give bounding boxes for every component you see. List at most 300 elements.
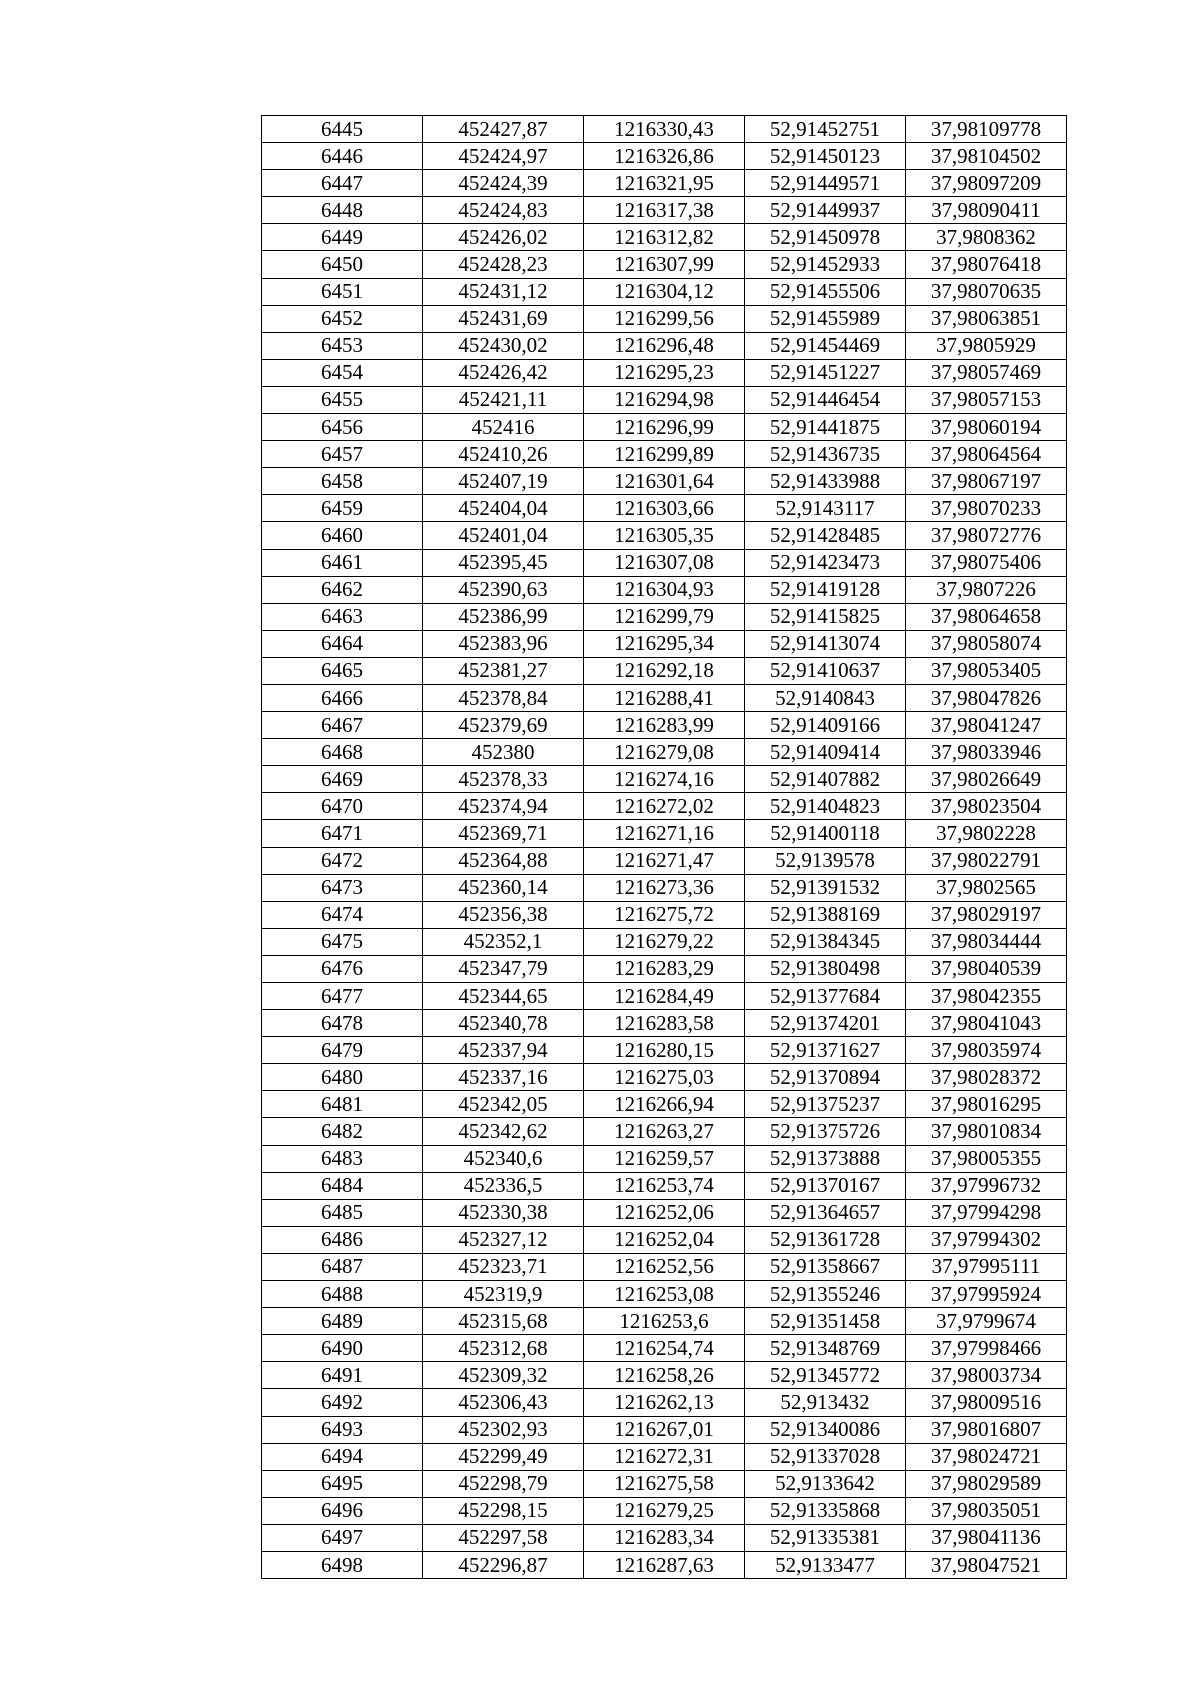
y-coordinate-cell: 1216266,94 bbox=[584, 1091, 745, 1118]
table-row bbox=[262, 386, 1067, 413]
longitude-cell: 37,98057153 bbox=[906, 386, 1067, 413]
y-coordinate-cell: 1216287,63 bbox=[584, 1551, 745, 1578]
point-number-cell: 6471 bbox=[262, 820, 423, 847]
longitude-cell: 37,9799674 bbox=[906, 1308, 1067, 1335]
latitude-cell: 52,91441875 bbox=[745, 414, 906, 441]
point-number-cell: 6452 bbox=[262, 305, 423, 332]
point-number-cell: 6493 bbox=[262, 1416, 423, 1443]
longitude-cell: 37,98024721 bbox=[906, 1443, 1067, 1470]
x-coordinate-cell: 452299,49 bbox=[423, 1443, 584, 1470]
y-coordinate-cell: 1216252,04 bbox=[584, 1226, 745, 1253]
point-number-cell: 6462 bbox=[262, 576, 423, 603]
table-row bbox=[262, 1443, 1067, 1470]
table-row bbox=[262, 1010, 1067, 1037]
point-number-cell: 6470 bbox=[262, 793, 423, 820]
x-coordinate-cell: 452337,16 bbox=[423, 1064, 584, 1091]
point-number-cell: 6460 bbox=[262, 522, 423, 549]
latitude-cell: 52,91428485 bbox=[745, 522, 906, 549]
y-coordinate-cell: 1216273,36 bbox=[584, 874, 745, 901]
table-row bbox=[262, 1524, 1067, 1551]
longitude-cell: 37,98109778 bbox=[906, 116, 1067, 143]
latitude-cell: 52,91419128 bbox=[745, 576, 906, 603]
longitude-cell: 37,98026649 bbox=[906, 766, 1067, 793]
latitude-cell: 52,91355246 bbox=[745, 1281, 906, 1308]
x-coordinate-cell: 452431,69 bbox=[423, 305, 584, 332]
table-row bbox=[262, 874, 1067, 901]
longitude-cell: 37,98072776 bbox=[906, 522, 1067, 549]
longitude-cell: 37,97996732 bbox=[906, 1172, 1067, 1199]
x-coordinate-cell: 452319,9 bbox=[423, 1281, 584, 1308]
y-coordinate-cell: 1216252,06 bbox=[584, 1199, 745, 1226]
table-row bbox=[262, 197, 1067, 224]
y-coordinate-cell: 1216296,48 bbox=[584, 332, 745, 359]
longitude-cell: 37,98060194 bbox=[906, 414, 1067, 441]
longitude-cell: 37,98041043 bbox=[906, 1010, 1067, 1037]
latitude-cell: 52,91391532 bbox=[745, 874, 906, 901]
point-number-cell: 6478 bbox=[262, 1010, 423, 1037]
table-row bbox=[262, 468, 1067, 495]
point-number-cell: 6453 bbox=[262, 332, 423, 359]
latitude-cell: 52,91404823 bbox=[745, 793, 906, 820]
y-coordinate-cell: 1216307,08 bbox=[584, 549, 745, 576]
x-coordinate-cell: 452378,84 bbox=[423, 684, 584, 711]
y-coordinate-cell: 1216307,99 bbox=[584, 251, 745, 278]
latitude-cell: 52,91413074 bbox=[745, 630, 906, 657]
x-coordinate-cell: 452315,68 bbox=[423, 1308, 584, 1335]
x-coordinate-cell: 452323,71 bbox=[423, 1253, 584, 1280]
point-number-cell: 6474 bbox=[262, 901, 423, 928]
table-row bbox=[262, 522, 1067, 549]
longitude-cell: 37,98067197 bbox=[906, 468, 1067, 495]
y-coordinate-cell: 1216295,34 bbox=[584, 630, 745, 657]
y-coordinate-cell: 1216275,03 bbox=[584, 1064, 745, 1091]
x-coordinate-cell: 452327,12 bbox=[423, 1226, 584, 1253]
latitude-cell: 52,91446454 bbox=[745, 386, 906, 413]
point-number-cell: 6498 bbox=[262, 1551, 423, 1578]
latitude-cell: 52,91364657 bbox=[745, 1199, 906, 1226]
x-coordinate-cell: 452430,02 bbox=[423, 332, 584, 359]
table-row bbox=[262, 684, 1067, 711]
x-coordinate-cell: 452296,87 bbox=[423, 1551, 584, 1578]
table-row bbox=[262, 630, 1067, 657]
latitude-cell: 52,9143117 bbox=[745, 495, 906, 522]
table-row bbox=[262, 928, 1067, 955]
y-coordinate-cell: 1216283,99 bbox=[584, 712, 745, 739]
point-number-cell: 6480 bbox=[262, 1064, 423, 1091]
latitude-cell: 52,91388169 bbox=[745, 901, 906, 928]
longitude-cell: 37,98104502 bbox=[906, 143, 1067, 170]
latitude-cell: 52,9140843 bbox=[745, 684, 906, 711]
table-row bbox=[262, 1199, 1067, 1226]
x-coordinate-cell: 452347,79 bbox=[423, 955, 584, 982]
longitude-cell: 37,98033946 bbox=[906, 739, 1067, 766]
y-coordinate-cell: 1216292,18 bbox=[584, 657, 745, 684]
y-coordinate-cell: 1216258,26 bbox=[584, 1362, 745, 1389]
table-row bbox=[262, 1281, 1067, 1308]
x-coordinate-cell: 452336,5 bbox=[423, 1172, 584, 1199]
longitude-cell: 37,98058074 bbox=[906, 630, 1067, 657]
longitude-cell: 37,98076418 bbox=[906, 251, 1067, 278]
x-coordinate-cell: 452297,58 bbox=[423, 1524, 584, 1551]
y-coordinate-cell: 1216299,56 bbox=[584, 305, 745, 332]
y-coordinate-cell: 1216272,31 bbox=[584, 1443, 745, 1470]
y-coordinate-cell: 1216317,38 bbox=[584, 197, 745, 224]
longitude-cell: 37,98034444 bbox=[906, 928, 1067, 955]
point-number-cell: 6466 bbox=[262, 684, 423, 711]
x-coordinate-cell: 452298,79 bbox=[423, 1470, 584, 1497]
latitude-cell: 52,91415825 bbox=[745, 603, 906, 630]
latitude-cell: 52,9133642 bbox=[745, 1470, 906, 1497]
y-coordinate-cell: 1216275,58 bbox=[584, 1470, 745, 1497]
x-coordinate-cell: 452383,96 bbox=[423, 630, 584, 657]
table-row bbox=[262, 1172, 1067, 1199]
x-coordinate-cell: 452374,94 bbox=[423, 793, 584, 820]
point-number-cell: 6481 bbox=[262, 1091, 423, 1118]
longitude-cell: 37,98041247 bbox=[906, 712, 1067, 739]
point-number-cell: 6476 bbox=[262, 955, 423, 982]
table-row bbox=[262, 359, 1067, 386]
table-row bbox=[262, 766, 1067, 793]
coordinates-table bbox=[261, 115, 1067, 1579]
point-number-cell: 6446 bbox=[262, 143, 423, 170]
longitude-cell: 37,98047826 bbox=[906, 684, 1067, 711]
longitude-cell: 37,98057469 bbox=[906, 359, 1067, 386]
latitude-cell: 52,91452933 bbox=[745, 251, 906, 278]
point-number-cell: 6449 bbox=[262, 224, 423, 251]
point-number-cell: 6494 bbox=[262, 1443, 423, 1470]
table-row bbox=[262, 170, 1067, 197]
longitude-cell: 37,98041136 bbox=[906, 1524, 1067, 1551]
latitude-cell: 52,91455989 bbox=[745, 305, 906, 332]
point-number-cell: 6463 bbox=[262, 603, 423, 630]
longitude-cell: 37,98005355 bbox=[906, 1145, 1067, 1172]
longitude-cell: 37,97995111 bbox=[906, 1253, 1067, 1280]
x-coordinate-cell: 452416 bbox=[423, 414, 584, 441]
latitude-cell: 52,91361728 bbox=[745, 1226, 906, 1253]
latitude-cell: 52,91410637 bbox=[745, 657, 906, 684]
point-number-cell: 6465 bbox=[262, 657, 423, 684]
y-coordinate-cell: 1216321,95 bbox=[584, 170, 745, 197]
point-number-cell: 6488 bbox=[262, 1281, 423, 1308]
longitude-cell: 37,97994302 bbox=[906, 1226, 1067, 1253]
table-row bbox=[262, 1389, 1067, 1416]
y-coordinate-cell: 1216283,29 bbox=[584, 955, 745, 982]
table-row bbox=[262, 820, 1067, 847]
point-number-cell: 6483 bbox=[262, 1145, 423, 1172]
latitude-cell: 52,91337028 bbox=[745, 1443, 906, 1470]
table-row bbox=[262, 251, 1067, 278]
x-coordinate-cell: 452401,04 bbox=[423, 522, 584, 549]
y-coordinate-cell: 1216271,16 bbox=[584, 820, 745, 847]
latitude-cell: 52,91345772 bbox=[745, 1362, 906, 1389]
x-coordinate-cell: 452407,19 bbox=[423, 468, 584, 495]
table-row bbox=[262, 278, 1067, 305]
y-coordinate-cell: 1216279,25 bbox=[584, 1497, 745, 1524]
longitude-cell: 37,9802565 bbox=[906, 874, 1067, 901]
table-row bbox=[262, 1497, 1067, 1524]
y-coordinate-cell: 1216280,15 bbox=[584, 1037, 745, 1064]
y-coordinate-cell: 1216303,66 bbox=[584, 495, 745, 522]
latitude-cell: 52,91370894 bbox=[745, 1064, 906, 1091]
point-number-cell: 6496 bbox=[262, 1497, 423, 1524]
latitude-cell: 52,91455506 bbox=[745, 278, 906, 305]
longitude-cell: 37,98009516 bbox=[906, 1389, 1067, 1416]
point-number-cell: 6469 bbox=[262, 766, 423, 793]
y-coordinate-cell: 1216267,01 bbox=[584, 1416, 745, 1443]
y-coordinate-cell: 1216271,47 bbox=[584, 847, 745, 874]
table-row bbox=[262, 603, 1067, 630]
y-coordinate-cell: 1216304,12 bbox=[584, 278, 745, 305]
latitude-cell: 52,91377684 bbox=[745, 983, 906, 1010]
x-coordinate-cell: 452309,32 bbox=[423, 1362, 584, 1389]
latitude-cell: 52,91335381 bbox=[745, 1524, 906, 1551]
longitude-cell: 37,9805929 bbox=[906, 332, 1067, 359]
y-coordinate-cell: 1216301,64 bbox=[584, 468, 745, 495]
point-number-cell: 6487 bbox=[262, 1253, 423, 1280]
latitude-cell: 52,91450123 bbox=[745, 143, 906, 170]
longitude-cell: 37,9807226 bbox=[906, 576, 1067, 603]
point-number-cell: 6485 bbox=[262, 1199, 423, 1226]
y-coordinate-cell: 1216263,27 bbox=[584, 1118, 745, 1145]
y-coordinate-cell: 1216299,89 bbox=[584, 441, 745, 468]
point-number-cell: 6492 bbox=[262, 1389, 423, 1416]
y-coordinate-cell: 1216274,16 bbox=[584, 766, 745, 793]
y-coordinate-cell: 1216296,99 bbox=[584, 414, 745, 441]
table-row bbox=[262, 1335, 1067, 1362]
latitude-cell: 52,91454469 bbox=[745, 332, 906, 359]
y-coordinate-cell: 1216294,98 bbox=[584, 386, 745, 413]
x-coordinate-cell: 452352,1 bbox=[423, 928, 584, 955]
longitude-cell: 37,97995924 bbox=[906, 1281, 1067, 1308]
y-coordinate-cell: 1216283,58 bbox=[584, 1010, 745, 1037]
point-number-cell: 6455 bbox=[262, 386, 423, 413]
point-number-cell: 6459 bbox=[262, 495, 423, 522]
x-coordinate-cell: 452340,78 bbox=[423, 1010, 584, 1037]
table-row bbox=[262, 739, 1067, 766]
table-row bbox=[262, 1470, 1067, 1497]
table-row bbox=[262, 441, 1067, 468]
latitude-cell: 52,91409414 bbox=[745, 739, 906, 766]
longitude-cell: 37,9802228 bbox=[906, 820, 1067, 847]
y-coordinate-cell: 1216259,57 bbox=[584, 1145, 745, 1172]
longitude-cell: 37,98064658 bbox=[906, 603, 1067, 630]
x-coordinate-cell: 452330,38 bbox=[423, 1199, 584, 1226]
longitude-cell: 37,98090411 bbox=[906, 197, 1067, 224]
table-row bbox=[262, 983, 1067, 1010]
table-row bbox=[262, 1416, 1067, 1443]
point-number-cell: 6454 bbox=[262, 359, 423, 386]
x-coordinate-cell: 452337,94 bbox=[423, 1037, 584, 1064]
latitude-cell: 52,91375726 bbox=[745, 1118, 906, 1145]
x-coordinate-cell: 452306,43 bbox=[423, 1389, 584, 1416]
x-coordinate-cell: 452298,15 bbox=[423, 1497, 584, 1524]
latitude-cell: 52,91373888 bbox=[745, 1145, 906, 1172]
latitude-cell: 52,91400118 bbox=[745, 820, 906, 847]
y-coordinate-cell: 1216275,72 bbox=[584, 901, 745, 928]
point-number-cell: 6497 bbox=[262, 1524, 423, 1551]
table-row bbox=[262, 1091, 1067, 1118]
x-coordinate-cell: 452380 bbox=[423, 739, 584, 766]
table-row bbox=[262, 414, 1067, 441]
point-number-cell: 6490 bbox=[262, 1335, 423, 1362]
table-row bbox=[262, 955, 1067, 982]
longitude-cell: 37,98047521 bbox=[906, 1551, 1067, 1578]
y-coordinate-cell: 1216283,34 bbox=[584, 1524, 745, 1551]
latitude-cell: 52,91380498 bbox=[745, 955, 906, 982]
longitude-cell: 37,98040539 bbox=[906, 955, 1067, 982]
x-coordinate-cell: 452424,39 bbox=[423, 170, 584, 197]
y-coordinate-cell: 1216262,13 bbox=[584, 1389, 745, 1416]
latitude-cell: 52,91452751 bbox=[745, 116, 906, 143]
x-coordinate-cell: 452364,88 bbox=[423, 847, 584, 874]
latitude-cell: 52,91375237 bbox=[745, 1091, 906, 1118]
table-row bbox=[262, 712, 1067, 739]
table-row bbox=[262, 1145, 1067, 1172]
longitude-cell: 37,98070635 bbox=[906, 278, 1067, 305]
point-number-cell: 6491 bbox=[262, 1362, 423, 1389]
latitude-cell: 52,91409166 bbox=[745, 712, 906, 739]
point-number-cell: 6467 bbox=[262, 712, 423, 739]
table-row bbox=[262, 549, 1067, 576]
point-number-cell: 6447 bbox=[262, 170, 423, 197]
table-row bbox=[262, 495, 1067, 522]
point-number-cell: 6479 bbox=[262, 1037, 423, 1064]
point-number-cell: 6464 bbox=[262, 630, 423, 657]
latitude-cell: 52,91384345 bbox=[745, 928, 906, 955]
table-row bbox=[262, 116, 1067, 143]
longitude-cell: 37,97998466 bbox=[906, 1335, 1067, 1362]
table-row bbox=[262, 143, 1067, 170]
y-coordinate-cell: 1216279,08 bbox=[584, 739, 745, 766]
x-coordinate-cell: 452428,23 bbox=[423, 251, 584, 278]
latitude-cell: 52,91436735 bbox=[745, 441, 906, 468]
x-coordinate-cell: 452302,93 bbox=[423, 1416, 584, 1443]
latitude-cell: 52,91340086 bbox=[745, 1416, 906, 1443]
table-row bbox=[262, 305, 1067, 332]
latitude-cell: 52,91449937 bbox=[745, 197, 906, 224]
table-row bbox=[262, 1037, 1067, 1064]
longitude-cell: 37,98070233 bbox=[906, 495, 1067, 522]
table-row bbox=[262, 1064, 1067, 1091]
y-coordinate-cell: 1216253,6 bbox=[584, 1308, 745, 1335]
x-coordinate-cell: 452340,6 bbox=[423, 1145, 584, 1172]
latitude-cell: 52,91351458 bbox=[745, 1308, 906, 1335]
table-row bbox=[262, 332, 1067, 359]
longitude-cell: 37,98042355 bbox=[906, 983, 1067, 1010]
table-row bbox=[262, 901, 1067, 928]
latitude-cell: 52,91433988 bbox=[745, 468, 906, 495]
longitude-cell: 37,98010834 bbox=[906, 1118, 1067, 1145]
longitude-cell: 37,98028372 bbox=[906, 1064, 1067, 1091]
x-coordinate-cell: 452379,69 bbox=[423, 712, 584, 739]
y-coordinate-cell: 1216330,43 bbox=[584, 116, 745, 143]
latitude-cell: 52,91449571 bbox=[745, 170, 906, 197]
y-coordinate-cell: 1216304,93 bbox=[584, 576, 745, 603]
x-coordinate-cell: 452381,27 bbox=[423, 657, 584, 684]
latitude-cell: 52,91358667 bbox=[745, 1253, 906, 1280]
latitude-cell: 52,91348769 bbox=[745, 1335, 906, 1362]
point-number-cell: 6473 bbox=[262, 874, 423, 901]
longitude-cell: 37,98016295 bbox=[906, 1091, 1067, 1118]
x-coordinate-cell: 452426,02 bbox=[423, 224, 584, 251]
table-row bbox=[262, 1253, 1067, 1280]
latitude-cell: 52,9139578 bbox=[745, 847, 906, 874]
longitude-cell: 37,98035974 bbox=[906, 1037, 1067, 1064]
longitude-cell: 37,98016807 bbox=[906, 1416, 1067, 1443]
latitude-cell: 52,913432 bbox=[745, 1389, 906, 1416]
point-number-cell: 6489 bbox=[262, 1308, 423, 1335]
longitude-cell: 37,9808362 bbox=[906, 224, 1067, 251]
point-number-cell: 6482 bbox=[262, 1118, 423, 1145]
table-row bbox=[262, 847, 1067, 874]
point-number-cell: 6495 bbox=[262, 1470, 423, 1497]
y-coordinate-cell: 1216254,74 bbox=[584, 1335, 745, 1362]
coordinates-table-body bbox=[262, 116, 1067, 1579]
table-row bbox=[262, 1118, 1067, 1145]
longitude-cell: 37,98075406 bbox=[906, 549, 1067, 576]
x-coordinate-cell: 452424,83 bbox=[423, 197, 584, 224]
point-number-cell: 6484 bbox=[262, 1172, 423, 1199]
point-number-cell: 6458 bbox=[262, 468, 423, 495]
table-row bbox=[262, 1551, 1067, 1578]
y-coordinate-cell: 1216284,49 bbox=[584, 983, 745, 1010]
point-number-cell: 6477 bbox=[262, 983, 423, 1010]
table-row bbox=[262, 1226, 1067, 1253]
x-coordinate-cell: 452342,05 bbox=[423, 1091, 584, 1118]
x-coordinate-cell: 452431,12 bbox=[423, 278, 584, 305]
table-row bbox=[262, 1362, 1067, 1389]
point-number-cell: 6456 bbox=[262, 414, 423, 441]
longitude-cell: 37,98003734 bbox=[906, 1362, 1067, 1389]
latitude-cell: 52,9133477 bbox=[745, 1551, 906, 1578]
longitude-cell: 37,98023504 bbox=[906, 793, 1067, 820]
table-row bbox=[262, 793, 1067, 820]
x-coordinate-cell: 452342,62 bbox=[423, 1118, 584, 1145]
longitude-cell: 37,98022791 bbox=[906, 847, 1067, 874]
point-number-cell: 6486 bbox=[262, 1226, 423, 1253]
y-coordinate-cell: 1216326,86 bbox=[584, 143, 745, 170]
longitude-cell: 37,97994298 bbox=[906, 1199, 1067, 1226]
table-row bbox=[262, 657, 1067, 684]
y-coordinate-cell: 1216312,82 bbox=[584, 224, 745, 251]
y-coordinate-cell: 1216305,35 bbox=[584, 522, 745, 549]
table-row bbox=[262, 1308, 1067, 1335]
point-number-cell: 6448 bbox=[262, 197, 423, 224]
x-coordinate-cell: 452426,42 bbox=[423, 359, 584, 386]
y-coordinate-cell: 1216279,22 bbox=[584, 928, 745, 955]
longitude-cell: 37,98064564 bbox=[906, 441, 1067, 468]
longitude-cell: 37,98029589 bbox=[906, 1470, 1067, 1497]
longitude-cell: 37,98097209 bbox=[906, 170, 1067, 197]
longitude-cell: 37,98029197 bbox=[906, 901, 1067, 928]
longitude-cell: 37,98053405 bbox=[906, 657, 1067, 684]
point-number-cell: 6451 bbox=[262, 278, 423, 305]
latitude-cell: 52,91335868 bbox=[745, 1497, 906, 1524]
point-number-cell: 6468 bbox=[262, 739, 423, 766]
latitude-cell: 52,91370167 bbox=[745, 1172, 906, 1199]
x-coordinate-cell: 452344,65 bbox=[423, 983, 584, 1010]
table-row bbox=[262, 576, 1067, 603]
point-number-cell: 6445 bbox=[262, 116, 423, 143]
x-coordinate-cell: 452410,26 bbox=[423, 441, 584, 468]
point-number-cell: 6450 bbox=[262, 251, 423, 278]
x-coordinate-cell: 452424,97 bbox=[423, 143, 584, 170]
y-coordinate-cell: 1216299,79 bbox=[584, 603, 745, 630]
y-coordinate-cell: 1216272,02 bbox=[584, 793, 745, 820]
x-coordinate-cell: 452427,87 bbox=[423, 116, 584, 143]
y-coordinate-cell: 1216253,08 bbox=[584, 1281, 745, 1308]
y-coordinate-cell: 1216295,23 bbox=[584, 359, 745, 386]
